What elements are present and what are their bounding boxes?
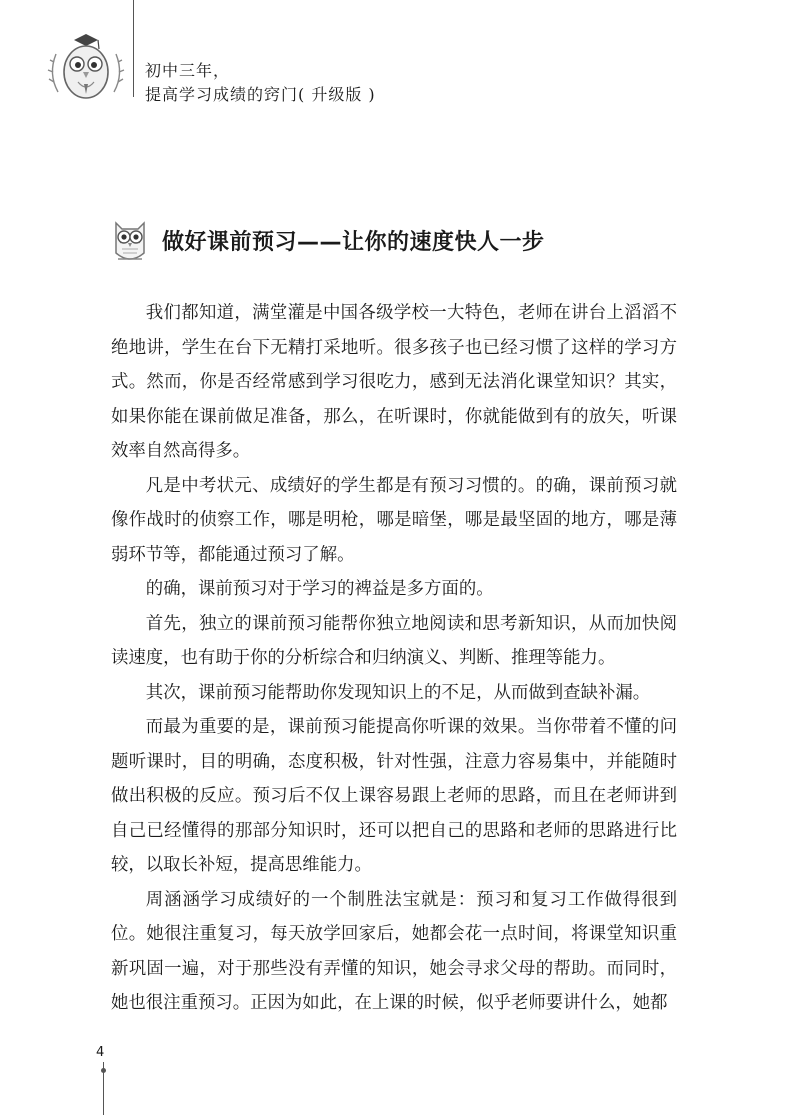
paragraph: 周涵涵学习成绩好的一个制胜法宝就是：预习和复习工作做得很到位。她很注重复习，每天放学回家后，她都会花一点时间，将课堂知识重新巩固一遍，对于那些没有弄懂的知识，她会寻求父母的帮助。而同时，她也很注重预习。正因为如此，在上课的时候，似乎老师要讲什么，她都 [111,889,677,1013]
logo-cap [74,34,98,46]
series-title-line1: 初中三年， [145,61,231,80]
paragraph: 而最为重要的是，课前预习能提高你听课的效果。当你带着不懂的问题听课时，目的明确，态度积极，针对性强，注意力容易集中，并能随时做出积极的反应。预习后不仅上课容易跟上老师的思路，而且在老师讲到自己已经懂得的那部分知识时，还可以把自己的思路和老师的思路进行比较，以取长补短，提高思维能力。 [111,717,677,875]
body-text [111,296,677,1021]
section-title: 做好课前预习——让你的速度快人一步 [162,229,545,255]
section-heading [108,215,545,265]
paragraph: 的确，课前预习对于学习的裨益是多方面的。 [145,579,494,599]
paragraph: 首先，独立的课前预习能帮你独立地阅读和思考新知识，从而加快阅读速度，也有助于你的分析综合和归纳演义、判断、推理等能力。 [111,613,677,668]
footer-dot [101,1068,106,1073]
paragraph: 其次，课前预习能帮助你发现知识上的不足，从而做到查缺补漏。 [145,682,651,703]
owl-graduate-logo-icon [44,22,128,106]
owl-icon [108,215,152,265]
paragraph: 我们都知道，满堂灌是中国各级学校一大特色，老师在讲台上滔滔不绝地讲，学生在台下无精打采地听。很多孩子也已经习惯了这样的学习方式。然而，你是否经常感到学习很吃力，感到无法消化课堂知识？其实，如果你能在课前做足准备，那么，在听课时，你就能做到有的放矢，听课效率自然高得多。 [111,303,677,461]
paragraph: 凡是中考状元、成绩好的学生都是有预习习惯的。的确，课前预习就像作战时的侦察工作，哪是明枪，哪是暗堡，哪是最坚固的地方，哪是薄弱环节等，都能通过预习了解。 [111,475,677,565]
series-title-line2: 提高学习成绩的窍门( 升级版 ) [145,85,376,104]
page-number: 4 [96,1045,105,1060]
header-divider-line [133,0,134,97]
